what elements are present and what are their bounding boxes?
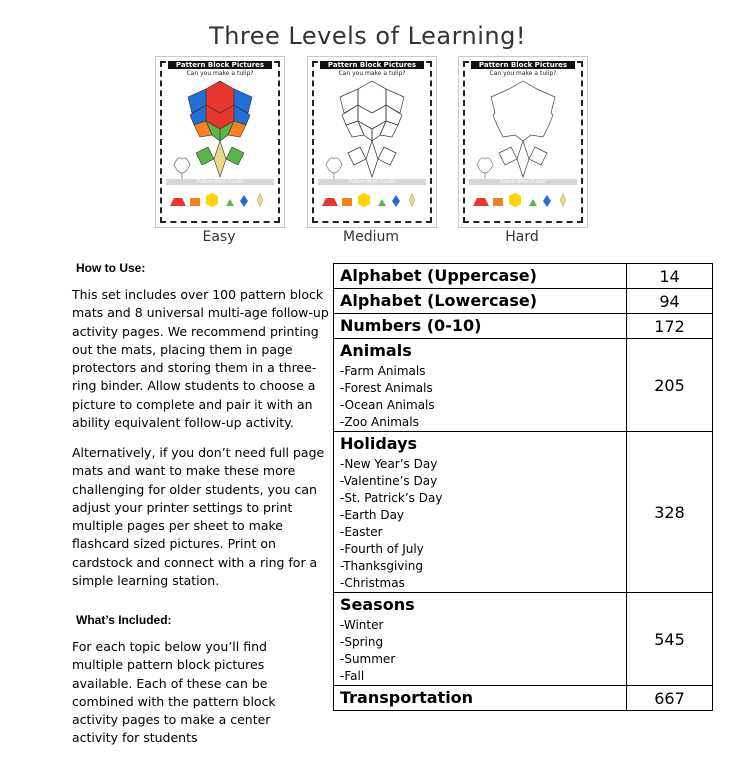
topic-count: 14 — [627, 264, 713, 289]
topic-cell — [334, 314, 627, 339]
topic-count: 94 — [627, 289, 713, 314]
card-header: Pattern Block Pictures — [320, 61, 424, 69]
topic-subitem: -New Year’s Day — [340, 457, 438, 471]
topic-name: Alphabet (Uppercase) — [340, 266, 537, 285]
card-header: Pattern Block Pictures — [471, 61, 575, 69]
topic-subitem: -Zoo Animals — [340, 415, 419, 429]
card-strip: Pattern Block Puzzle — [469, 179, 577, 185]
how-to-use-paragraph-1: This set includes over 100 pattern block mats and 8 universal multi-age follow-up activity pages. We recommend printing out the mats, placing them in page protectors and storing them in a three-ring binder. Allow students to choose a picture to complete and pair it with an ability equivalent follow-up activity. — [72, 287, 329, 431]
topic-cell — [334, 264, 627, 289]
topic-subitem: -Forest Animals — [340, 381, 433, 395]
card-strip: Pattern Block Puzzle — [166, 179, 274, 185]
card-strip: Pattern Block Puzzle — [318, 179, 426, 185]
topic-cell — [334, 432, 627, 593]
topic-row — [334, 339, 713, 432]
topic-subitem: -Spring — [340, 635, 384, 649]
topic-subitem: -Earth Day — [340, 508, 405, 522]
card-subtitle: Can you make a tulip? — [186, 70, 254, 77]
how-to-use-heading: How to Use: — [76, 261, 146, 275]
topic-cell — [334, 289, 627, 314]
topic-row — [334, 593, 713, 686]
topic-subitem: -Valentine’s Day — [340, 474, 438, 488]
topic-count: 328 — [627, 432, 713, 593]
topic-row — [334, 686, 713, 711]
card-subtitle: Can you make a tulip? — [338, 70, 406, 77]
easy-level-card — [155, 56, 285, 228]
hard-caption: Hard — [505, 229, 539, 245]
topic-row — [334, 314, 713, 339]
topic-name: Transportation — [340, 688, 474, 707]
how-to-use-paragraph-2: Alternatively, if you don’t need full page mats and want to make these more challenging for older students, you can adjust your printer settings to print multiple pages per sheet to make flashcard sized pictures. Print on cardstock and connect with a ring for a simple learning station. — [72, 445, 325, 589]
topic-subitem: -Christmas — [340, 576, 405, 590]
topic-name: Animals — [340, 341, 412, 360]
medium-level-card — [307, 56, 437, 228]
topic-row — [334, 264, 713, 289]
hard-level-card — [458, 56, 588, 228]
topic-count: 545 — [627, 593, 713, 686]
card-subtitle: Can you make a tulip? — [489, 70, 557, 77]
topic-subitem: -Thanksgiving — [340, 559, 423, 573]
pattern-block-shapes — [318, 189, 426, 211]
card-header: Pattern Block Pictures — [168, 61, 272, 69]
pattern-block-shapes — [469, 189, 577, 211]
topic-count: 667 — [627, 686, 713, 711]
topic-cell — [334, 339, 627, 432]
topic-count: 205 — [627, 339, 713, 432]
topic-subitem: -Farm Animals — [340, 364, 426, 378]
whats-included-heading: What’s Included: — [76, 613, 172, 627]
topic-subitem: -Fall — [340, 669, 365, 683]
topics-table — [333, 263, 713, 711]
topic-subitem: -Fourth of July — [340, 542, 424, 556]
topic-name: Numbers (0-10) — [340, 316, 482, 335]
topic-subitem: -Summer — [340, 652, 396, 666]
topic-cell — [334, 686, 627, 711]
topic-row — [334, 432, 713, 593]
topic-subitem: -Ocean Animals — [340, 398, 435, 412]
whats-included-paragraph: For each topic below you’ll find multiple pattern block pictures available. Each of these can be combined with the pattern block activity pages to make a center activity for students — [72, 639, 276, 746]
easy-caption: Easy — [202, 229, 236, 245]
topic-count: 172 — [627, 314, 713, 339]
page-title: Three Levels of Learning! — [209, 22, 526, 50]
topic-cell — [334, 593, 627, 686]
topic-name: Holidays — [340, 434, 418, 453]
topic-name: Seasons — [340, 595, 415, 614]
topic-name: Alphabet (Lowercase) — [340, 291, 538, 310]
topic-subitem: -St. Patrick’s Day — [340, 491, 443, 505]
topic-subitem: -Winter — [340, 618, 384, 632]
medium-caption: Medium — [343, 229, 399, 245]
topic-subitem: -Easter — [340, 525, 383, 539]
topic-row — [334, 289, 713, 314]
pattern-block-shapes — [166, 189, 274, 211]
